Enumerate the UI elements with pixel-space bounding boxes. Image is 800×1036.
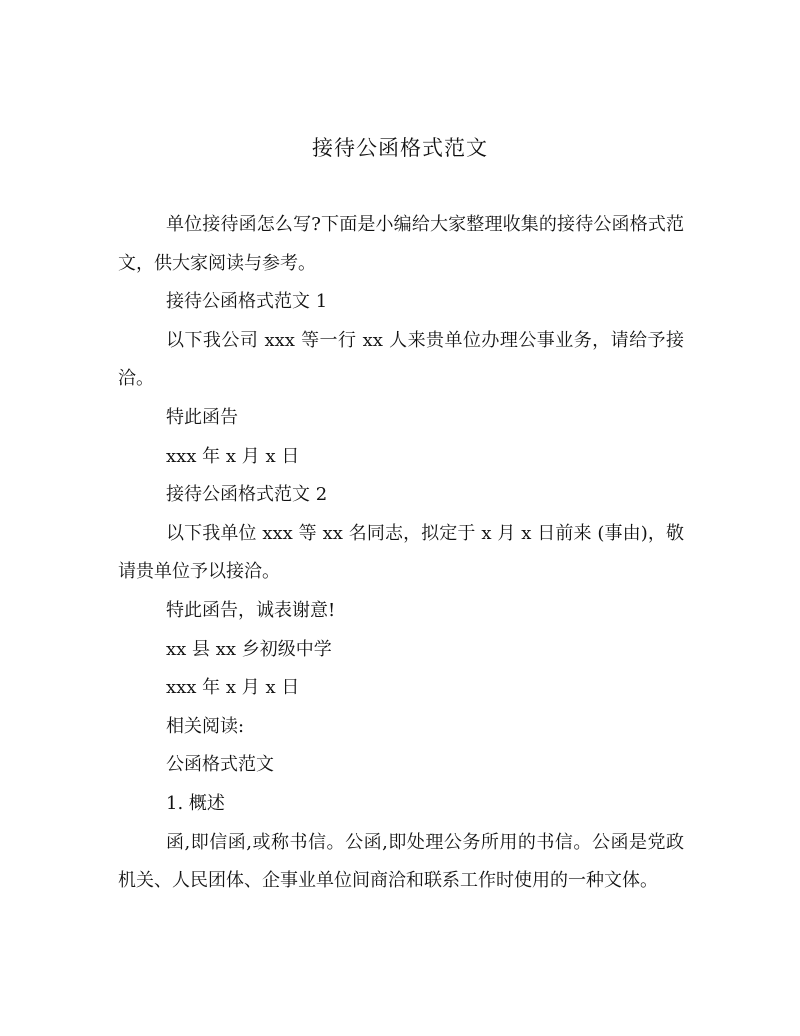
- example-2-signature: xx 县 xx 乡初级中学: [166, 638, 332, 660]
- related-article-title: 公函格式范文: [166, 754, 274, 776]
- example-2-body: 以下我单位 xxx 等 xx 名同志，拟定于 x 月 x 日前来 (事由)，敬请贵单位予以接洽。: [118, 522, 684, 583]
- intro-paragraph: 单位接待函怎么写?下面是小编给大家整理收集的接待公函格式范文，供大家阅读与参考。: [118, 214, 684, 274]
- overview-paragraph: 函,即信函,或称书信。公函,即处理公务所用的书信。公函是党政机关、人民团体、企事业单位间商洽和联系工作时使用的一种文体。: [118, 831, 684, 892]
- example-2-heading: 接待公函格式范文 2: [166, 484, 328, 506]
- document-body: [118, 206, 684, 901]
- section-heading-overview: 1. 概述: [166, 792, 225, 814]
- example-1-closing: 特此函告: [166, 406, 238, 428]
- example-1-date: xxx 年 x 月 x 日: [166, 445, 300, 467]
- example-2-date: xxx 年 x 月 x 日: [166, 677, 300, 699]
- example-1-body: 以下我公司 xxx 等一行 xx 人来贵单位办理公事业务，请给予接洽。: [118, 329, 684, 390]
- document-title: 接待公函格式范文: [312, 136, 488, 160]
- example-1-heading: 接待公函格式范文 1: [166, 291, 328, 313]
- related-reading-label: 相关阅读:: [166, 715, 245, 737]
- example-2-closing: 特此函告，诚表谢意!: [166, 599, 336, 621]
